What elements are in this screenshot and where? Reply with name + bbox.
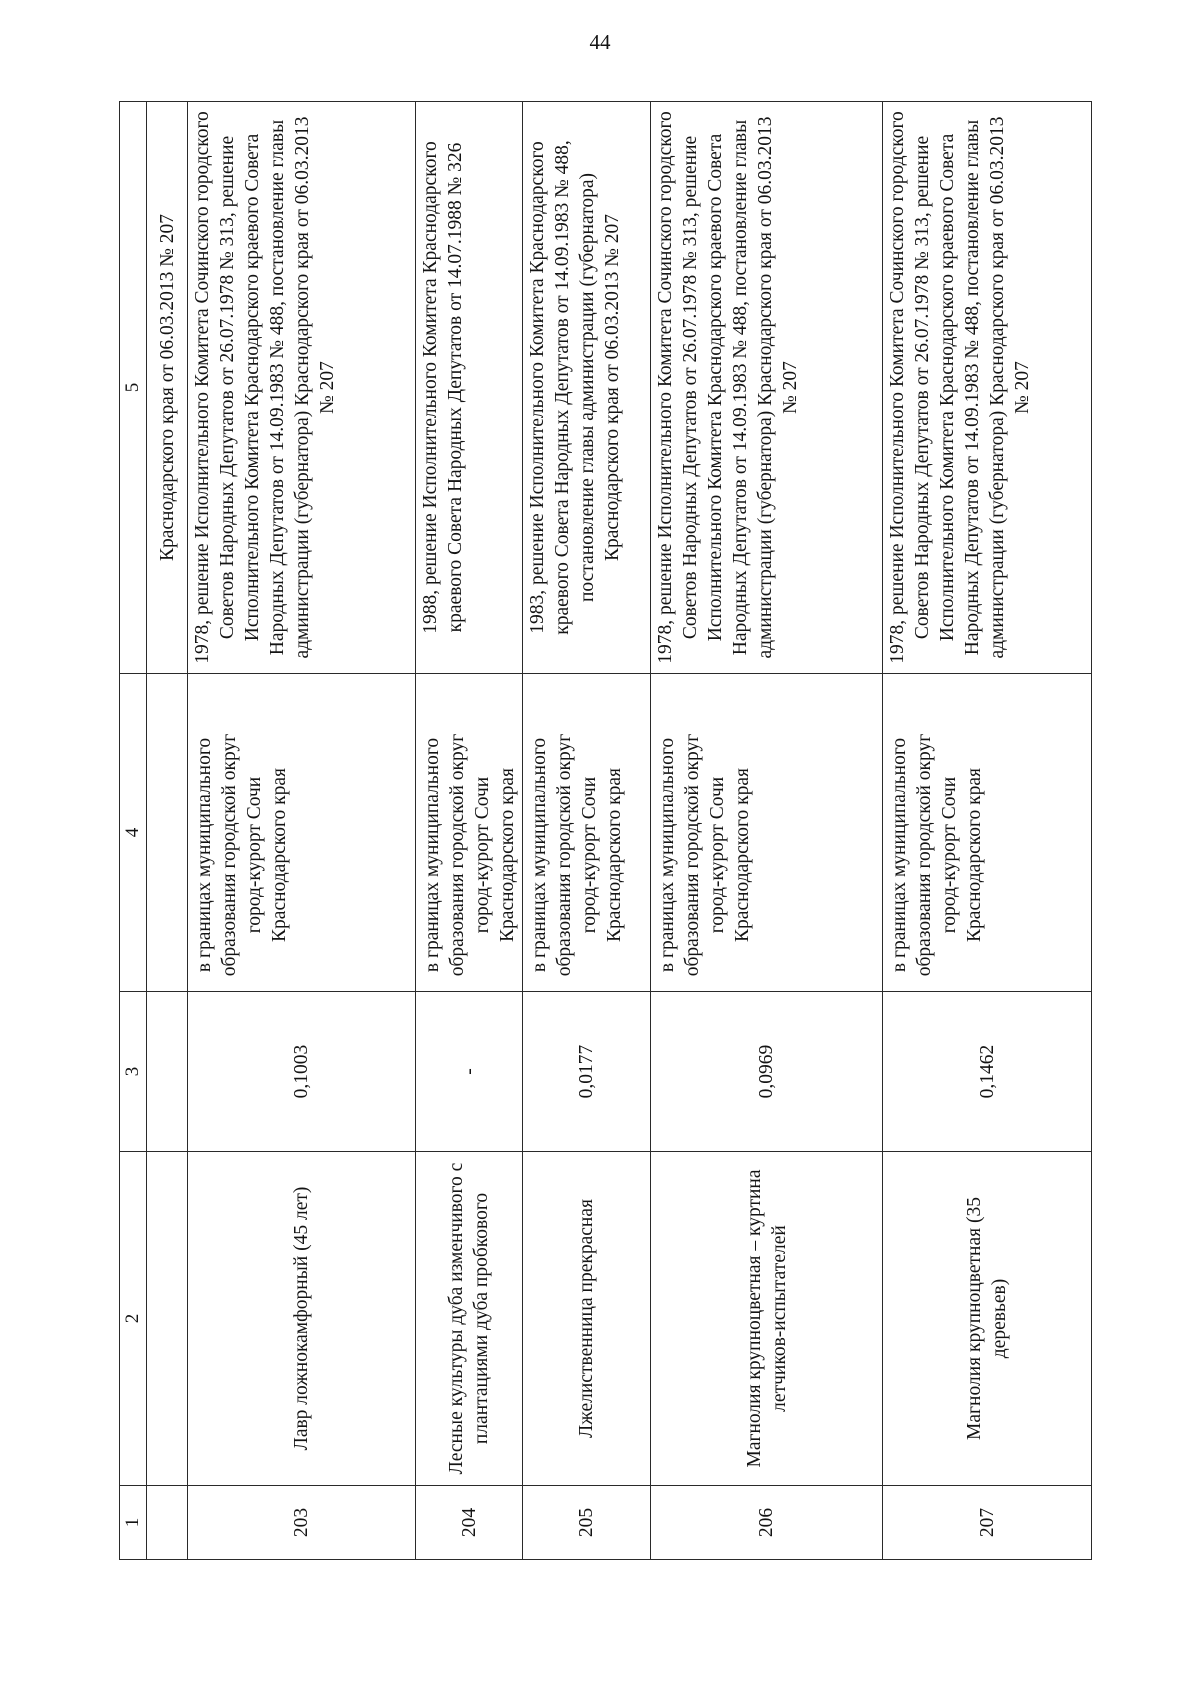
header-row	[120, 102, 147, 1560]
location-text: в границах муниципального образования городской округ город-курорт Сочи Краснодарского края	[194, 733, 290, 977]
row-number: 203	[188, 1486, 416, 1560]
table-row	[523, 102, 651, 1560]
table-row	[188, 102, 416, 1560]
continuation-cell	[147, 674, 188, 992]
location-text: в границах муниципального образования городской округ город-курорт Сочи Краснодарского края	[657, 733, 753, 977]
location-text: в границах муниципального образования городской округ город-курорт Сочи Краснодарского края	[529, 733, 625, 977]
monument-name: Магнолия крупноцветная (35 деревьев)	[883, 1152, 1092, 1486]
natural-monuments-table	[119, 101, 1092, 1560]
monument-document: 1988, решение Исполнительного Комитета Краснодарского краевого Совета Народных Депутатов от 14.07.1988 № 326	[416, 102, 523, 674]
monument-area: 0,0177	[523, 992, 651, 1152]
monument-name: Лесные культуры дуба изменчивого с плантациями дуба пробкового	[416, 1152, 523, 1486]
row-number: 206	[651, 1486, 883, 1560]
continuation-cell	[147, 1152, 188, 1486]
table-row	[416, 102, 523, 1560]
header-cell-5: 5	[120, 102, 147, 674]
row-number: 204	[416, 1486, 523, 1560]
monument-document: 1978, решение Исполнительного Комитета Сочинского городского Советов Народных Депутатов от 26.07.1978 № 313, решение Исполнительного Комитета Краснодарского краевого Совета Народных Депутатов от 14.09.1983 № 488, постановление главы администрации (губернатора) Краснодарского края от 06.03.2013 № 207	[883, 102, 1092, 674]
continuation-document-cell: Краснодарского края от 06.03.2013 № 207	[147, 102, 188, 674]
row-number: 205	[523, 1486, 651, 1560]
row-number: 207	[883, 1486, 1092, 1560]
monument-name: Лжелиственница прекрасная	[523, 1152, 651, 1486]
table-row	[651, 102, 883, 1560]
monument-area: 0,1462	[883, 992, 1092, 1152]
monument-area: 0,1003	[188, 992, 416, 1152]
header-cell-4: 4	[120, 674, 147, 992]
monument-document: 1978, решение Исполнительного Комитета Сочинского городского Советов Народных Депутатов от 26.07.1978 № 313, решение Исполнительного Комитета Краснодарского краевого Совета Народных Депутатов от 14.09.1983 № 488, постановление главы администрации (губернатора) Краснодарского края от 06.03.2013 № 207	[651, 102, 883, 674]
table-row	[883, 102, 1092, 1560]
monument-document: 1983, решение Исполнительного Комитета Краснодарского краевого Совета Народных Депутатов от 14.09.1983 № 488, постановление главы администрации (губернатора) Краснодарского края от 06.03.2013 № 207	[523, 102, 651, 674]
monument-document: 1978, решение Исполнительного Комитета Сочинского городского Советов Народных Депутатов от 26.07.1978 № 313, решение Исполнительного Комитета Краснодарского краевого Совета Народных Депутатов от 14.09.1983 № 488, постановление главы администрации (губернатора) Краснодарского края от 06.03.2013 № 207	[188, 102, 416, 674]
document-table-wrapper	[119, 102, 1082, 1560]
monument-location	[416, 674, 523, 992]
monument-location	[188, 674, 416, 992]
location-text: в границах муниципального образования городской округ город-курорт Сочи Краснодарского края	[889, 733, 985, 977]
continuation-cell	[147, 1486, 188, 1560]
monument-area: 0,0969	[651, 992, 883, 1152]
monument-area: -	[416, 992, 523, 1152]
monument-name: Магнолия крупноцветная – куртина летчиков-испытателей	[651, 1152, 883, 1486]
header-cell-2: 2	[120, 1152, 147, 1486]
monument-location	[523, 674, 651, 992]
continuation-cell	[147, 992, 188, 1152]
monument-name: Лавр ложнокамфорный (45 лет)	[188, 1152, 416, 1486]
continuation-row	[147, 102, 188, 1560]
monument-location	[651, 674, 883, 992]
page-number: 44	[589, 30, 611, 54]
monument-location	[883, 674, 1092, 992]
location-text: в границах муниципального образования городской округ город-курорт Сочи Краснодарского края	[422, 733, 518, 977]
header-cell-3: 3	[120, 992, 147, 1152]
header-cell-1: 1	[120, 1486, 147, 1560]
